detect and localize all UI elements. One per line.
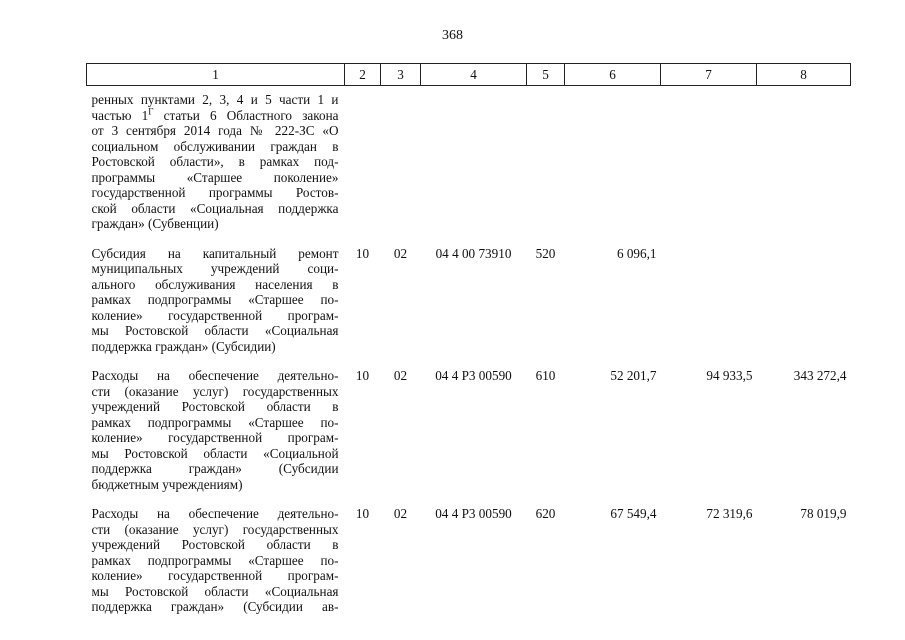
amount-col6: [565, 86, 661, 232]
table-row: [87, 492, 851, 615]
subsection-code: 02: [393, 368, 408, 383]
desc-line: рамках подпрограммы «Старшее по-: [91, 552, 339, 568]
column-header: 1: [87, 64, 345, 86]
desc-line: ального обслуживания населения в: [91, 276, 339, 292]
row-description: [87, 232, 345, 355]
column-header: 8: [757, 64, 851, 86]
column-header: 7: [661, 64, 757, 86]
amount-col7: [661, 232, 757, 355]
desc-line: мы Ростовской области «Социальная: [91, 583, 339, 599]
target-article-code: [421, 86, 527, 232]
column-header: 6: [565, 64, 661, 86]
desc-line: поддержка граждан» (Субсидии): [91, 338, 276, 354]
desc-line: рамках подпрограммы «Старшее по-: [91, 414, 339, 430]
desc-line: коление» государственной програм-: [91, 568, 339, 583]
desc-line: ренных пунктами 2, 3, 4 и 5 части 1 и: [91, 92, 339, 107]
desc-line: мы Ростовской области «Социальной: [91, 445, 339, 461]
row-description: [87, 354, 345, 492]
subsection-code: 02: [393, 245, 408, 261]
amount-col6: 6 096,1: [616, 245, 657, 261]
desc-line: от 3 сентября 2014 года № 222-ЗС «О: [91, 123, 339, 138]
desc-line-part: статьи 6 Областного закона: [163, 107, 339, 123]
expense-type-code: 520: [535, 245, 556, 261]
desc-line: муниципальных учреждений соци-: [91, 261, 339, 276]
target-article-code: 04 4 Р3 00590: [435, 368, 512, 383]
table-row: [87, 232, 851, 355]
desc-line: программы «Старшее поколение»: [91, 169, 339, 185]
desc-line: ской области «Социальная поддержка: [91, 200, 339, 216]
amount-col6: 52 201,7: [610, 368, 657, 383]
amount-col6: 67 549,4: [610, 506, 657, 521]
amount-col7: 72 319,6: [706, 506, 753, 521]
desc-line: рамках подпрограммы «Старшее по-: [91, 292, 339, 307]
superscript: Г: [148, 106, 154, 117]
section-code: 10: [355, 368, 370, 383]
desc-line: граждан» (Субвенции): [91, 216, 219, 231]
desc-line: социальном обслуживании граждан в: [91, 138, 339, 154]
expense-type-code: 610: [535, 368, 556, 383]
desc-line: сти (оказание услуг) государственных: [91, 383, 339, 399]
amount-col8: [757, 86, 851, 232]
amount-col7: [661, 86, 757, 232]
desc-line: [92, 108, 339, 124]
desc-line: коление» государственной програм-: [91, 307, 339, 323]
desc-line: Расходы на обеспечение деятельно-: [91, 368, 339, 383]
desc-line: учреждений Ростовской области в: [91, 399, 339, 414]
target-article-code: 04 4 Р3 00590: [435, 506, 512, 521]
section-code: 10: [355, 506, 370, 521]
subsection-code: 02: [393, 506, 408, 521]
expense-type-code: 620: [535, 506, 556, 521]
desc-line: Ростовской области», в рамках под-: [91, 154, 339, 169]
column-header: 5: [527, 64, 565, 86]
column-header: 3: [381, 64, 421, 86]
desc-line: Расходы на обеспечение деятельно-: [91, 506, 339, 521]
subsection-code: [381, 86, 421, 232]
row-description: [87, 86, 345, 232]
budget-table: [86, 63, 851, 615]
desc-line: сти (оказание услуг) государственных: [91, 521, 339, 537]
amount-col8: 343 272,4: [793, 368, 847, 383]
table-row: [87, 354, 851, 492]
desc-line: поддержка граждан» (Субсидии ав-: [91, 599, 339, 614]
desc-line-part: частью 1: [91, 107, 149, 123]
expense-type-code: [527, 86, 565, 232]
page-number: 368: [442, 28, 463, 43]
column-header: 2: [345, 64, 381, 86]
section-code: 10: [355, 245, 370, 261]
desc-line: поддержка граждан» (Субсидии: [91, 461, 339, 476]
column-header: 4: [421, 64, 527, 86]
amount-col8: [757, 232, 851, 355]
desc-line: учреждений Ростовской области в: [91, 537, 339, 552]
section-code: [345, 86, 381, 232]
amount-col7: 94 933,5: [706, 368, 753, 383]
desc-line: мы Ростовской области «Социальная: [91, 323, 339, 338]
desc-line: бюджетным учреждениям): [91, 476, 243, 492]
column-number-row: [87, 64, 851, 86]
desc-line: Субсидия на капитальный ремонт: [91, 245, 339, 261]
desc-line: государственной программы Ростов-: [91, 185, 339, 200]
row-description: [87, 492, 345, 615]
desc-line: коление» государственной програм-: [91, 430, 339, 445]
amount-col8: 78 019,9: [800, 506, 847, 521]
table-row: [87, 86, 851, 232]
target-article-code: 04 4 00 73910: [435, 245, 512, 261]
